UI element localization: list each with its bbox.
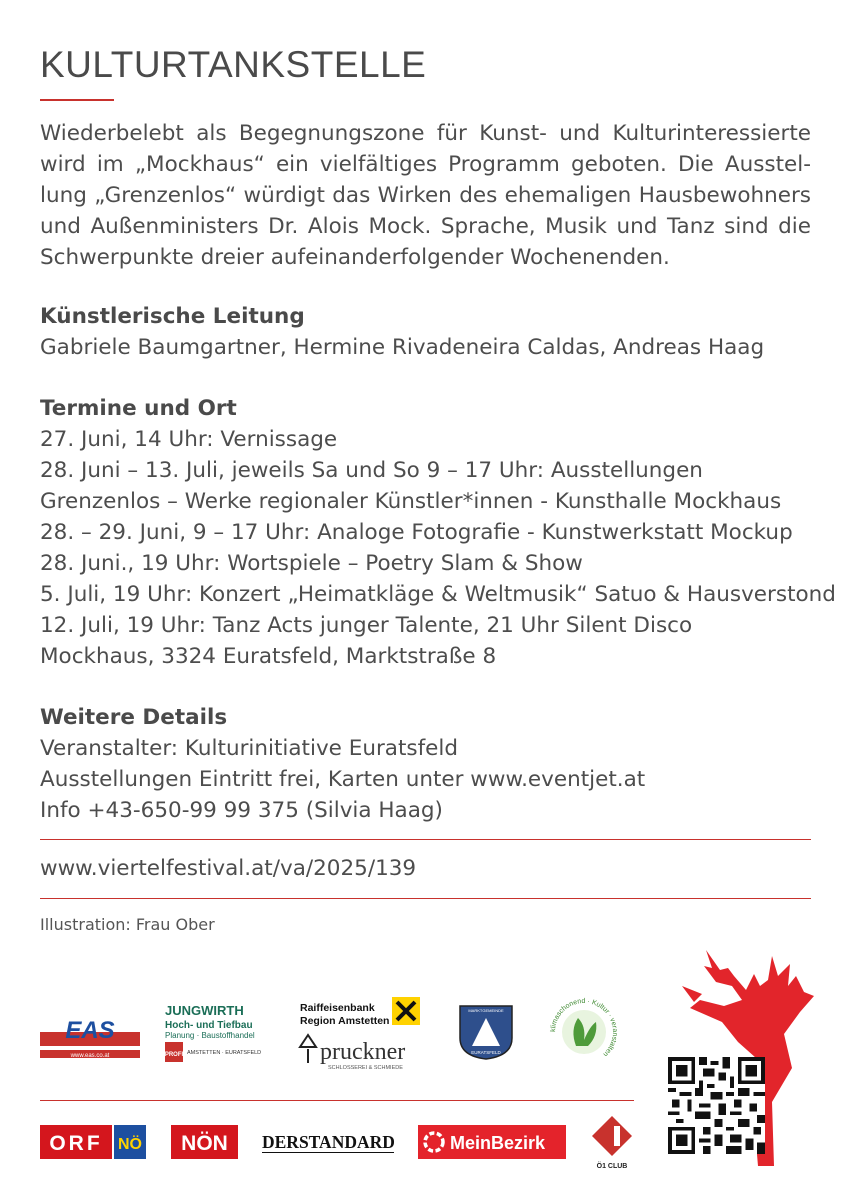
meinbezirk-logo [418,1125,566,1159]
title-underline [40,99,114,101]
svg-text:MeinBezirk: MeinBezirk [450,1133,546,1153]
raiffeisen-pruckner-logos [296,997,436,1073]
svg-text:NÖN: NÖN [181,1132,228,1155]
termine-line: 27. Juni, 14 Uhr: Vernissage [40,427,338,452]
svg-text:Raiffeisenbank: Raiffeisenbank [300,1002,375,1014]
svg-text:Planung · Baustoffhandel: Planung · Baustoffhandel [165,1031,255,1040]
intro-paragraph: Wiederbelebt als Begegnungszone für Kunst- und Kulturinteressierte wird im „Mockhaus“ ein vielfältiges Programm geboten. Die Ausstel-lung „Grenzenlos“ würdigt das Wirken des ehemaligen Hausbewohners und Außenministers Dr. Alois Mock. Sprache, Musik und Tanz sind die Schwerpunkte dreier aufeinanderfolgender Wochenenden. [40,121,811,270]
svg-text:Ö1 CLUB: Ö1 CLUB [596,1163,628,1170]
derstandard-logo [262,1130,396,1156]
divider [40,898,811,899]
termine-line: 28. – 29. Juni, 9 – 17 Uhr: Analoge Fotografie - Kunstwerkstatt Mockup [40,520,793,545]
svg-text:pruckner: pruckner [320,1039,406,1065]
leitung-text: Gabriele Baumgartner, Hermine Rivadeneira Caldas, Andreas Haag [40,335,765,360]
details-line: Info +43-650-99 99 375 (Silvia Haag) [40,798,443,823]
qr-code[interactable] [668,1057,765,1154]
svg-text:ORF: ORF [49,1132,103,1155]
termine-line: 28. Juni., 19 Uhr: Wortspiele – Poetry Slam & Show [40,551,583,576]
oe1-club-logo [588,1114,636,1170]
details-heading: Weitere Details [40,705,228,730]
termine-heading: Termine und Ort [40,396,237,421]
termine-line: 12. Juli, 19 Uhr: Tanz Acts junger Talente, 21 Uhr Silent Disco [40,613,693,638]
eas-logo [40,1012,140,1062]
svg-text:MARKTGEMEINDE: MARKTGEMEINDE [468,1008,504,1013]
svg-text:SCHLOSSEREI & SCHMIEDE: SCHLOSSEREI & SCHMIEDE [328,1065,403,1071]
svg-text:EAS: EAS [65,1017,115,1044]
illustration-credit: Illustration: Frau Ober [40,915,215,934]
svg-text:DERSTANDARD: DERSTANDARD [262,1132,395,1152]
svg-text:AMSTETTEN · EURATSFELD: AMSTETTEN · EURATSFELD [187,1050,262,1056]
divider [40,839,811,840]
termine-address: Mockhaus, 3324 Euratsfeld, Marktstraße 8 [40,644,497,669]
festival-url[interactable]: www.viertelfestival.at/va/2025/139 [40,856,417,881]
page-title: KULTURTANKSTELLE [40,44,427,85]
klimaschonend-logo [548,996,620,1068]
logo-divider [40,1100,634,1101]
svg-text:www.eas.co.at: www.eas.co.at [70,1053,110,1059]
termine-line: Grenzenlos – Werke regionaler Künstler*innen - Kunsthalle Mockhaus [40,489,782,514]
svg-text:JUNGWIRTH: JUNGWIRTH [165,1003,244,1018]
euratsfeld-crest [458,1004,514,1060]
svg-text:Hoch- und Tiefbau: Hoch- und Tiefbau [165,1020,253,1031]
svg-text:klimaschonend · Kultur · veran: klimaschonend · Kultur · veranstalten [549,997,619,1058]
noen-logo [171,1125,238,1159]
jungwirth-logo [165,1002,265,1064]
leitung-heading: Künstlerische Leitung [40,304,305,329]
orf-noe-logo [40,1125,146,1159]
svg-text:NÖ: NÖ [118,1136,142,1153]
details-line: Veranstalter: Kulturinitiative Euratsfeld [40,736,459,761]
termine-line: 5. Juli, 19 Uhr: Konzert „Heimatkläge & Weltmusik“ Satuo & Hausverstond [40,582,836,607]
svg-text:Region Amstetten: Region Amstetten [300,1015,390,1027]
termine-line: 28. Juni – 13. Juli, jeweils Sa und So 9 – 17 Uhr: Ausstellungen [40,458,703,483]
details-line[interactable]: Ausstellungen Eintritt frei, Karten unter www.eventjet.at [40,767,646,792]
svg-text:PROFI: PROFI [165,1052,184,1058]
svg-text:EURATSFELD: EURATSFELD [471,1050,501,1055]
